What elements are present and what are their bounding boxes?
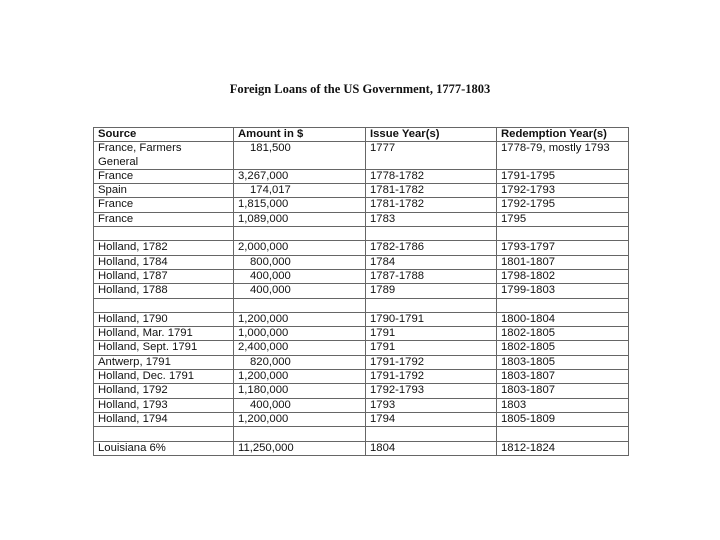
cell-source: Holland, 1782: [94, 241, 234, 255]
cell-source: Holland, Dec. 1791: [94, 370, 234, 384]
cell-issue-years: 1791: [366, 327, 497, 341]
table-row: [94, 370, 629, 384]
cell-issue-years: [366, 227, 497, 241]
cell-source: Spain: [94, 184, 234, 198]
cell-amount: 400,000: [234, 269, 366, 283]
cell-issue-years: 1782-1786: [366, 241, 497, 255]
table-row: [94, 284, 629, 298]
blank-row: [94, 227, 629, 241]
header-amount: Amount in $: [234, 128, 366, 142]
cell-amount: 2,000,000: [234, 241, 366, 255]
table-row: [94, 241, 629, 255]
cell-source: Holland, 1788: [94, 284, 234, 298]
table-row: [94, 198, 629, 212]
cell-issue-years: [366, 427, 497, 441]
cell-redemption-years: 1798-1802: [497, 269, 629, 283]
table-row: [94, 341, 629, 355]
foreign-loans-table: [93, 127, 629, 456]
table-row: [94, 269, 629, 283]
cell-amount: 820,000: [234, 355, 366, 369]
cell-redemption-years: 1802-1805: [497, 341, 629, 355]
cell-issue-years: 1777: [366, 142, 497, 170]
cell-amount: 1,815,000: [234, 198, 366, 212]
cell-redemption-years: 1801-1807: [497, 255, 629, 269]
cell-amount: 1,180,000: [234, 384, 366, 398]
table-row: [94, 169, 629, 183]
cell-amount: 1,200,000: [234, 312, 366, 326]
cell-issue-years: 1794: [366, 412, 497, 426]
cell-source: France: [94, 169, 234, 183]
cell-source: [94, 427, 234, 441]
cell-redemption-years: 1792-1795: [497, 198, 629, 212]
table-row: [94, 384, 629, 398]
cell-source: [94, 298, 234, 312]
cell-redemption-years: 1803-1807: [497, 384, 629, 398]
cell-amount: [234, 298, 366, 312]
cell-source: Holland, 1790: [94, 312, 234, 326]
cell-source: Holland, 1793: [94, 398, 234, 412]
cell-redemption-years: 1778-79, mostly 1793: [497, 142, 629, 170]
cell-source: [94, 227, 234, 241]
cell-source: Holland, 1787: [94, 269, 234, 283]
cell-redemption-years: 1803-1805: [497, 355, 629, 369]
document-title: Foreign Loans of the US Government, 1777-1803: [229, 82, 491, 96]
cell-amount: [234, 427, 366, 441]
cell-issue-years: 1781-1782: [366, 198, 497, 212]
cell-issue-years: 1787-1788: [366, 269, 497, 283]
table-row: [94, 142, 629, 170]
cell-source: Louisiana 6%: [94, 441, 234, 455]
table-header-row: [94, 128, 629, 142]
cell-source: France: [94, 212, 234, 226]
cell-issue-years: 1789: [366, 284, 497, 298]
cell-amount: 800,000: [234, 255, 366, 269]
cell-source: France, Farmers General: [94, 142, 234, 170]
cell-amount: 3,267,000: [234, 169, 366, 183]
cell-issue-years: [366, 298, 497, 312]
table-row: [94, 184, 629, 198]
cell-amount: 400,000: [234, 398, 366, 412]
cell-redemption-years: [497, 427, 629, 441]
blank-row: [94, 427, 629, 441]
cell-redemption-years: 1812-1824: [497, 441, 629, 455]
cell-redemption-years: 1800-1804: [497, 312, 629, 326]
cell-issue-years: 1784: [366, 255, 497, 269]
table-row: [94, 398, 629, 412]
header-source: Source: [94, 128, 234, 142]
cell-redemption-years: 1802-1805: [497, 327, 629, 341]
cell-amount: 11,250,000: [234, 441, 366, 455]
cell-issue-years: 1793: [366, 398, 497, 412]
cell-issue-years: 1781-1782: [366, 184, 497, 198]
cell-amount: 1,089,000: [234, 212, 366, 226]
cell-redemption-years: 1791-1795: [497, 169, 629, 183]
cell-source: Holland, 1784: [94, 255, 234, 269]
cell-amount: 400,000: [234, 284, 366, 298]
cell-redemption-years: 1803-1807: [497, 370, 629, 384]
table-row: [94, 412, 629, 426]
cell-redemption-years: 1792-1793: [497, 184, 629, 198]
cell-source: France: [94, 198, 234, 212]
cell-amount: 181,500: [234, 142, 366, 170]
cell-issue-years: 1791-1792: [366, 370, 497, 384]
table-row: [94, 212, 629, 226]
table-row: [94, 255, 629, 269]
cell-source: Holland, 1792: [94, 384, 234, 398]
cell-issue-years: 1791-1792: [366, 355, 497, 369]
cell-redemption-years: 1793-1797: [497, 241, 629, 255]
header-issue-years: Issue Year(s): [366, 128, 497, 142]
cell-amount: [234, 227, 366, 241]
cell-redemption-years: [497, 227, 629, 241]
cell-issue-years: 1783: [366, 212, 497, 226]
table-row: [94, 355, 629, 369]
cell-redemption-years: 1795: [497, 212, 629, 226]
cell-issue-years: 1804: [366, 441, 497, 455]
cell-amount: 1,200,000: [234, 412, 366, 426]
cell-amount: 1,000,000: [234, 327, 366, 341]
cell-redemption-years: 1805-1809: [497, 412, 629, 426]
cell-redemption-years: 1803: [497, 398, 629, 412]
cell-source: Holland, 1794: [94, 412, 234, 426]
cell-issue-years: 1792-1793: [366, 384, 497, 398]
cell-source: Antwerp, 1791: [94, 355, 234, 369]
header-redemption-years: Redemption Year(s): [497, 128, 629, 142]
cell-issue-years: 1790-1791: [366, 312, 497, 326]
cell-issue-years: 1791: [366, 341, 497, 355]
table-row: [94, 312, 629, 326]
table-row: [94, 327, 629, 341]
table-row: [94, 441, 629, 455]
cell-amount: 1,200,000: [234, 370, 366, 384]
cell-source: Holland, Mar. 1791: [94, 327, 234, 341]
cell-amount: 2,400,000: [234, 341, 366, 355]
blank-row: [94, 298, 629, 312]
cell-issue-years: 1778-1782: [366, 169, 497, 183]
cell-amount: 174,017: [234, 184, 366, 198]
cell-source: Holland, Sept. 1791: [94, 341, 234, 355]
cell-redemption-years: 1799-1803: [497, 284, 629, 298]
cell-redemption-years: [497, 298, 629, 312]
